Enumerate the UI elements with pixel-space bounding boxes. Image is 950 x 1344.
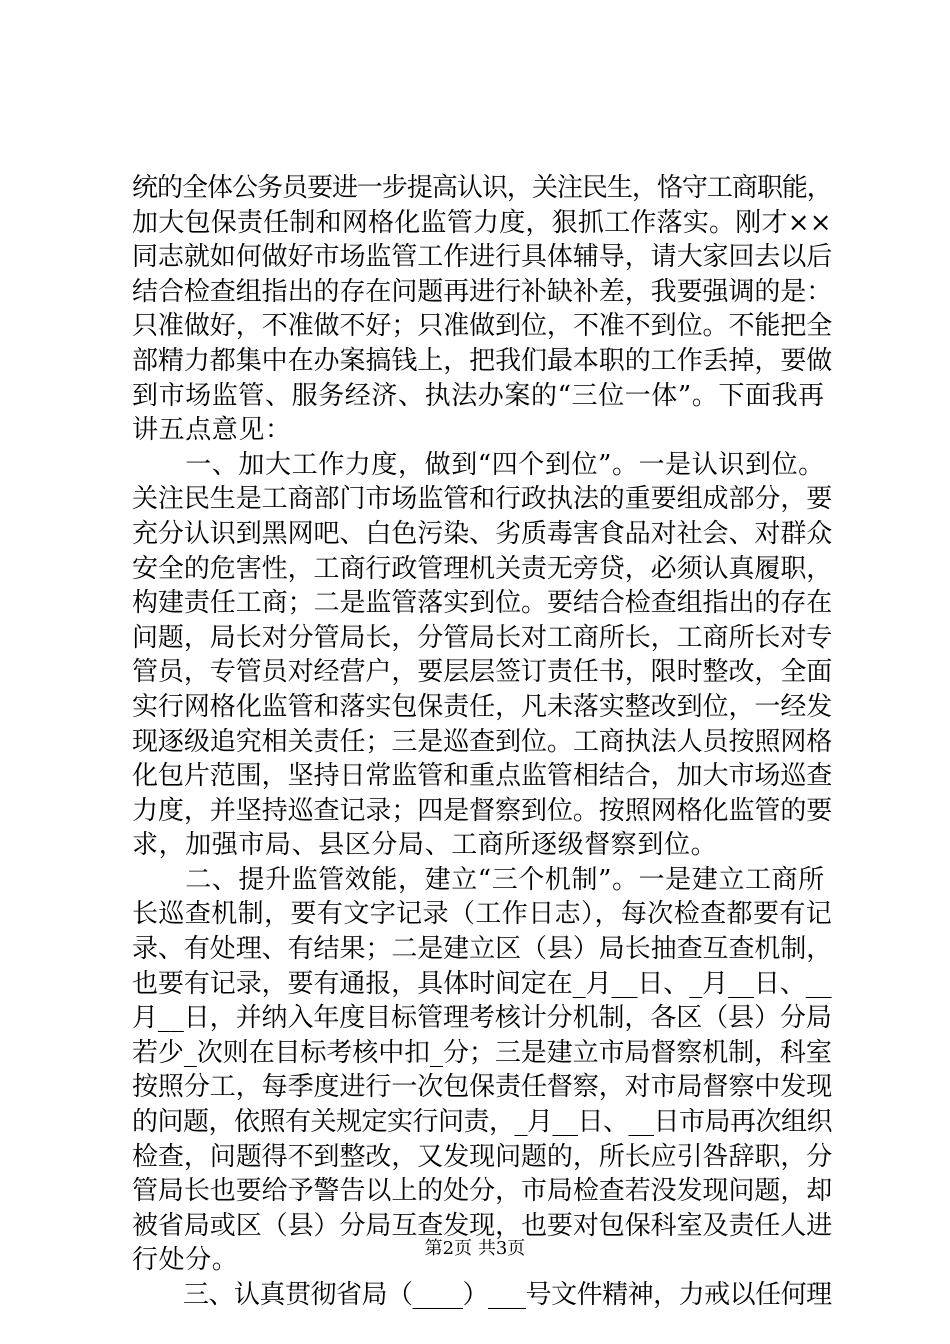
text-line: 管局长也要给予警告以上的处分，市局检查若没发现问题，却 xyxy=(132,1176,832,1207)
text-line: 只准做好，不准做不好；只准做到位，不准不到位。不能把全 xyxy=(132,311,832,342)
page-footer: 第2页 共3页 xyxy=(424,1238,526,1259)
text-line: 一、加大工作力度，做到“四个到位”。一是认识到位。 xyxy=(132,449,825,480)
text-line: 月__日，并纳入年度目标管理考核计分机制，各区（县）分局 xyxy=(132,1003,832,1034)
text-line: 行处分。 xyxy=(132,1245,239,1276)
text-line: 讲五点意见： xyxy=(132,415,292,446)
text-line: 被省局或区（县）分局互查发现，也要对包保科室及责任人进 xyxy=(132,1210,832,1241)
text-line: 也要有记录，要有通报，具体时间定在_月__日、_月__日、__ xyxy=(132,968,832,999)
text-line: 长巡查机制，要有文字记录（工作日志），每次检查都要有记 xyxy=(132,899,832,930)
text-line: 结合检查组指出的存在问题再进行补缺补差，我要强调的是： xyxy=(132,276,832,307)
text-line: 同志就如何做好市场监管工作进行具体辅导，请大家回去以后 xyxy=(132,242,832,273)
text-line: 问题，局长对分管局长，分管局长对工商所长，工商所长对专 xyxy=(132,622,832,653)
text-line: 求，加强市局、县区分局、工商所逐级督察到位。 xyxy=(132,830,718,861)
text-line: 关注民生是工商部门市场监管和行政执法的重要组成部分，要 xyxy=(132,484,832,515)
text-line: 二、提升监管效能，建立“三个机制”。一是建立工商所 xyxy=(132,864,825,895)
text-line: 录、有处理、有结果；二是建立区（县）局长抽查互查机制， xyxy=(132,934,832,965)
text-line: 化包片范围，坚持日常监管和重点监管相结合，加大市场巡查 xyxy=(132,761,832,792)
text-line: 的问题，依照有关规定实行问责，_月__日、__日市局再次组织 xyxy=(132,1107,832,1138)
text-line: 现逐级追究相关责任；三是巡查到位。工商执法人员按照网格 xyxy=(132,726,832,757)
text-line: 部精力都集中在办案搞钱上，把我们最本职的工作丢掉，要做 xyxy=(132,345,832,376)
text-line: 三、认真贯彻省局（____）___号文件精神，力戒以任何理 xyxy=(132,1280,832,1310)
text-line: 按照分工，每季度进行一次包保责任督察，对市局督察中发现 xyxy=(132,1072,832,1103)
text-line: 到市场监管、服务经济、执法办案的“三位一体”。下面我再 xyxy=(132,380,825,411)
body-text xyxy=(132,171,832,1313)
text-line: 力度，并坚持巡查记录；四是督察到位。按照网格化监管的要 xyxy=(132,795,832,826)
text-line: 若少_次则在目标考核中扣_分；三是建立市局督察机制，科室 xyxy=(132,1037,832,1068)
text-line: 实行网格化监管和落实包保责任，凡未落实整改到位，一经发 xyxy=(132,691,832,722)
text-line: 安全的危害性，工商行政管理机关责无旁贷，必须认真履职， xyxy=(132,553,832,584)
text-line: 管员，专管员对经营户，要层层签订责任书，限时整改，全面 xyxy=(132,657,832,688)
text-line: 统的全体公务员要进一步提高认识，关注民生，恪守工商职能， xyxy=(132,173,832,203)
text-line: 充分认识到黑网吧、白色污染、劣质毒害食品对社会、对群众 xyxy=(132,518,832,549)
text-line: 构建责任工商；二是监管落实到位。要结合检查组指出的存在 xyxy=(132,588,832,619)
text-line: 加大包保责任制和网格化监管力度，狠抓工作落实。刚才×× xyxy=(132,207,832,238)
text-line: 检查，问题得不到整改，又发现问题的，所长应引咎辞职，分 xyxy=(132,1141,832,1172)
